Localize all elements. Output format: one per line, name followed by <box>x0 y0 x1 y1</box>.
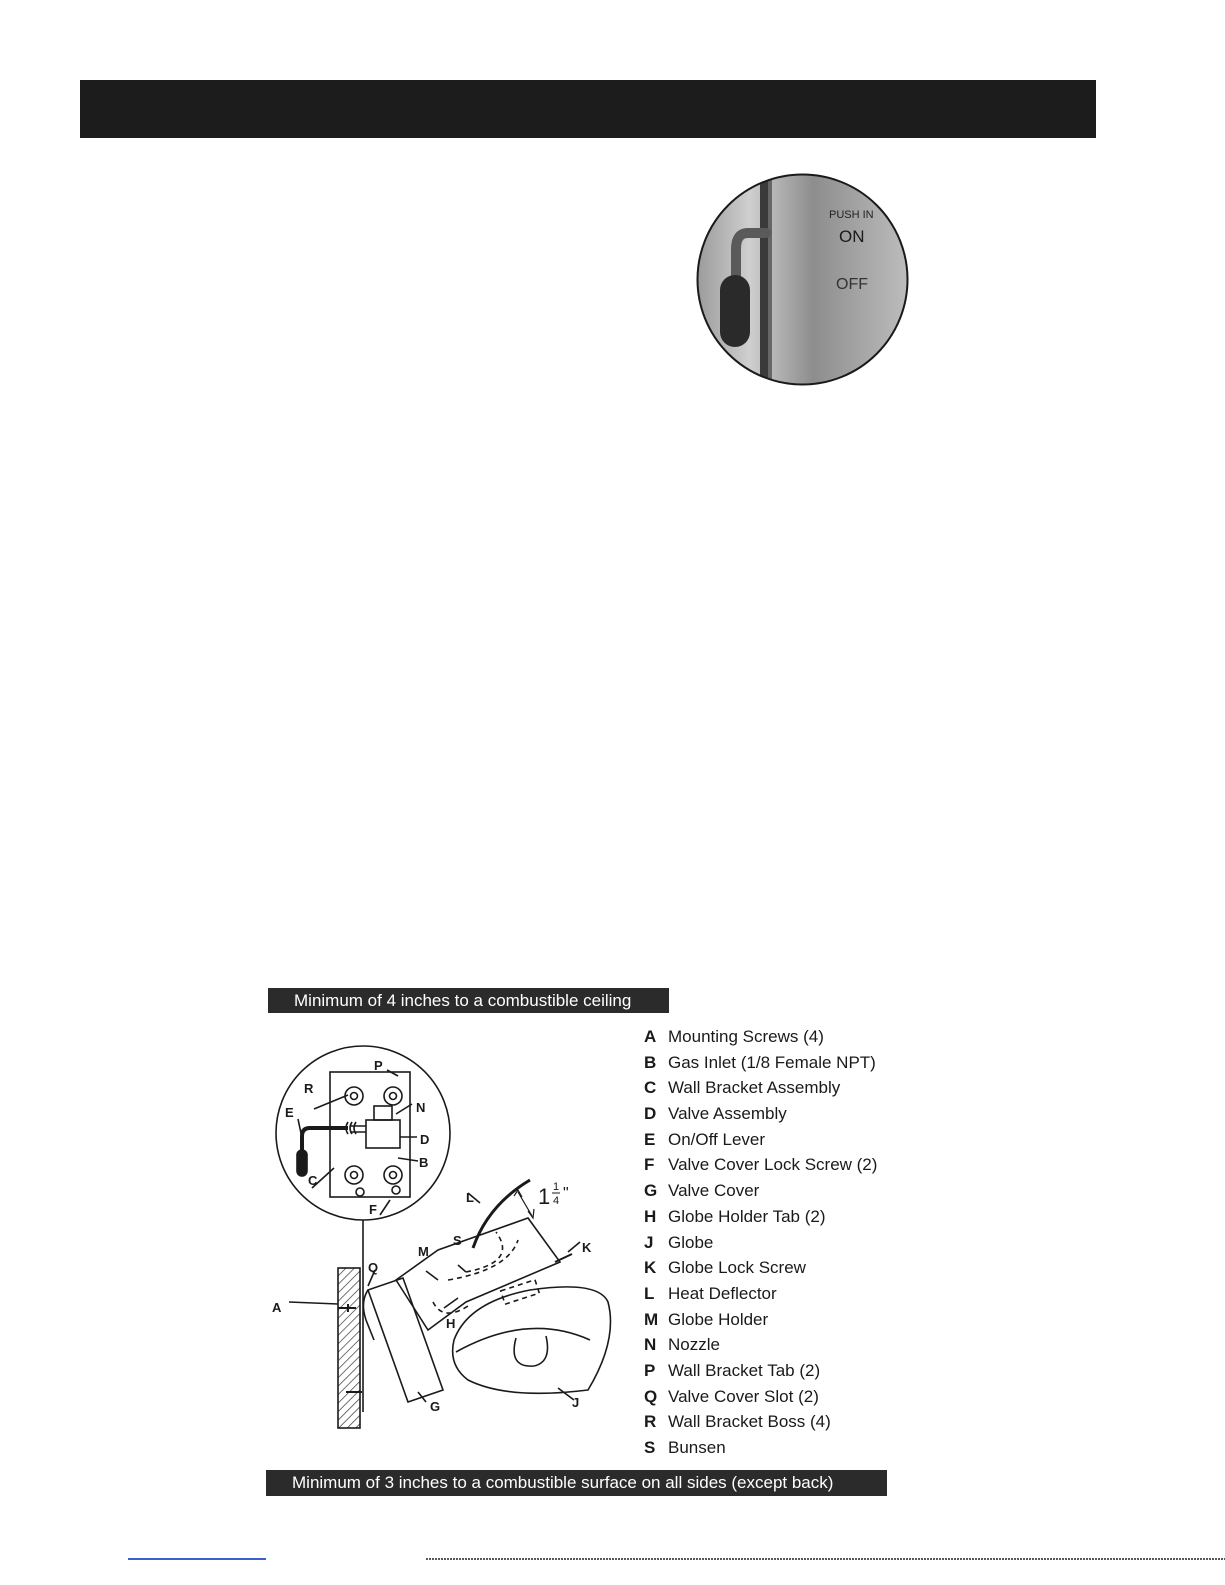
legend-item <box>644 1332 877 1358</box>
legend-text: Valve Cover <box>668 1181 760 1201</box>
callout-l: L <box>466 1190 474 1205</box>
legend-text: Valve Assembly <box>668 1104 787 1124</box>
legend-item <box>644 1384 877 1410</box>
legend-letter: B <box>644 1052 657 1072</box>
on-label: ON <box>839 227 865 246</box>
dimension-numerator: 1 <box>553 1181 560 1193</box>
legend-item <box>644 1050 877 1076</box>
legend-item <box>644 1307 877 1333</box>
legend-text: Wall Bracket Assembly <box>668 1078 841 1098</box>
callout-g: G <box>430 1399 441 1414</box>
assembly-diagram <box>268 1040 620 1440</box>
legend-item <box>644 1204 877 1230</box>
legend-letter: S <box>644 1438 656 1457</box>
legend-letter: F <box>644 1155 655 1175</box>
legend-item <box>644 1075 877 1101</box>
legend-letter: C <box>644 1078 657 1098</box>
callout-a: A <box>272 1300 282 1315</box>
legend-item <box>644 1024 877 1050</box>
callout-r: R <box>304 1081 314 1096</box>
callout-q: Q <box>368 1260 379 1275</box>
header-bar <box>80 80 1096 138</box>
off-label: OFF <box>836 276 868 293</box>
callout-e: E <box>285 1105 294 1120</box>
legend-text: Wall Bracket Boss (4) <box>668 1412 831 1432</box>
legend-letter: G <box>644 1181 658 1201</box>
callout-s: S <box>453 1233 462 1248</box>
legend-letter: J <box>644 1232 654 1252</box>
push-in-label: PUSH IN <box>829 209 874 221</box>
legend-letter: P <box>644 1360 656 1380</box>
callout-c: C <box>308 1173 318 1188</box>
legend-item <box>644 1255 877 1281</box>
legend-item <box>644 1230 877 1256</box>
legend-text: Nozzle <box>668 1335 720 1355</box>
legend-text: Bunsen <box>668 1438 726 1457</box>
legend-letter: A <box>644 1027 657 1046</box>
legend-text: Heat Deflector <box>668 1283 777 1303</box>
legend-letter: R <box>644 1412 657 1432</box>
legend-item <box>644 1127 877 1153</box>
legend-text: Valve Cover Slot (2) <box>668 1386 819 1406</box>
legend-text: On/Off Lever <box>668 1129 766 1149</box>
footer-link-underline[interactable] <box>128 1558 266 1560</box>
legend-letter: N <box>644 1335 657 1355</box>
dimension-unit: " <box>563 1185 569 1202</box>
callout-n: N <box>416 1100 426 1115</box>
lever-photo <box>696 173 909 386</box>
legend-text: Globe Lock Screw <box>668 1258 806 1278</box>
legend-letter: H <box>644 1206 657 1226</box>
callout-b: B <box>419 1155 429 1170</box>
legend-item <box>644 1409 877 1435</box>
surface-clearance-banner: Minimum of 3 inches to a combustible surface on all sides (except back) <box>266 1470 887 1496</box>
legend-letter: K <box>644 1258 657 1278</box>
legend-text: Globe Holder Tab (2) <box>668 1206 826 1226</box>
legend-item <box>644 1281 877 1307</box>
ceiling-clearance-banner: Minimum of 4 inches to a combustible ceiling <box>268 988 669 1013</box>
callout-f: F <box>369 1202 377 1217</box>
legend-letter: E <box>644 1129 656 1149</box>
legend-text: Wall Bracket Tab (2) <box>668 1360 821 1380</box>
legend-item <box>644 1178 877 1204</box>
legend-letter: L <box>644 1283 655 1303</box>
legend-letter: M <box>644 1309 659 1329</box>
legend-text: Gas Inlet (1/8 Female NPT) <box>668 1052 876 1072</box>
callout-j: J <box>572 1395 580 1410</box>
parts-legend <box>644 1024 877 1461</box>
callout-p: P <box>374 1058 383 1073</box>
legend-text: Globe <box>668 1232 714 1252</box>
legend-item <box>644 1435 877 1461</box>
legend-text: Valve Cover Lock Screw (2) <box>668 1155 878 1175</box>
legend-text: Mounting Screws (4) <box>668 1027 824 1046</box>
callout-h: H <box>446 1316 456 1331</box>
legend-item <box>644 1101 877 1127</box>
legend-letter: D <box>644 1104 657 1124</box>
callout-k: K <box>582 1240 592 1255</box>
legend-item <box>644 1152 877 1178</box>
legend-text: Globe Holder <box>668 1309 769 1329</box>
callout-m: M <box>418 1244 429 1259</box>
dimension-whole: 1 <box>538 1184 551 1209</box>
legend-item <box>644 1358 877 1384</box>
legend-letter: Q <box>644 1386 658 1406</box>
dimension-denominator: 4 <box>553 1195 560 1207</box>
callout-d: D <box>420 1132 430 1147</box>
